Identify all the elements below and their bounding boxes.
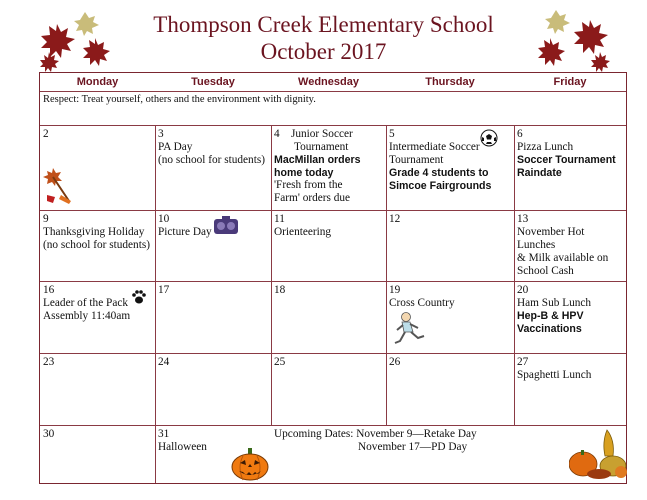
date-number: 31 xyxy=(158,428,170,440)
event-fresh-farm: 'Fresh from the xyxy=(274,179,343,191)
event-orienteering: Orienteering xyxy=(274,226,332,238)
event-thanksgiving: Thanksgiving Holiday xyxy=(43,226,145,238)
date-number: 19 xyxy=(389,284,401,296)
day-header-monday: Monday xyxy=(76,76,119,88)
date-number: 5 xyxy=(389,128,395,140)
day-cell-13 xyxy=(514,210,626,281)
day-cell-26 xyxy=(386,353,514,425)
date-line xyxy=(274,128,383,141)
date-number: 20 xyxy=(517,284,529,296)
day-cell-27 xyxy=(514,353,626,425)
event-pa-day: PA Day xyxy=(158,141,193,153)
day-cell-11 xyxy=(271,210,386,281)
event-fresh-farm-2: Farm' orders due xyxy=(274,192,351,204)
day-cell-10 xyxy=(155,210,271,281)
event-vaccinations: Hep-B & HPV xyxy=(517,310,584,322)
day-cell-2 xyxy=(40,125,155,210)
pumpkin-harvest-icon xyxy=(569,428,627,480)
day-cell-16 xyxy=(40,281,155,353)
day-cell-19 xyxy=(386,281,514,353)
soccer-ball-icon xyxy=(480,129,498,147)
day-cell-3 xyxy=(155,125,271,210)
date-number: 27 xyxy=(517,356,529,368)
event-ham-sub: Ham Sub Lunch xyxy=(517,297,592,309)
day-cell-20 xyxy=(514,281,626,353)
day-cell-17 xyxy=(155,281,271,353)
day-cell-9 xyxy=(40,210,155,281)
event-hot-lunches: November Hot Lunches xyxy=(517,226,585,251)
maple-leaves-right-icon xyxy=(532,8,617,72)
day-header-tuesday: Tuesday xyxy=(191,76,235,88)
event-note: (no school for students) xyxy=(158,154,265,166)
date-number: 13 xyxy=(517,213,529,225)
day-header-thursday: Thursday xyxy=(425,76,475,88)
date-number: 17 xyxy=(158,284,170,296)
date-number: 10 xyxy=(158,213,170,225)
date-number: 12 xyxy=(389,213,401,225)
day-cell-25 xyxy=(271,353,386,425)
date-number: 6 xyxy=(517,128,523,140)
day-cell-24 xyxy=(155,353,271,425)
event-macmillan-2: home today xyxy=(274,166,334,179)
event-soccer-raindate: Soccer Tournament xyxy=(517,154,616,166)
upcoming-retake-day: Upcoming Dates: November 9—Retake Day xyxy=(274,428,477,440)
event-picture-day: Picture Day xyxy=(158,226,212,238)
day-cell-30 xyxy=(40,425,155,483)
event-soccer-raindate-2: Raindate xyxy=(517,166,562,179)
date-number: 9 xyxy=(43,213,49,225)
upcoming-pd-day: November 17—PD Day xyxy=(358,441,468,453)
calendar-header xyxy=(0,0,647,72)
day-cell-23 xyxy=(40,353,155,425)
camera-icon xyxy=(213,215,239,235)
event-tournament: Tournament xyxy=(389,154,444,166)
day-cell-18 xyxy=(271,281,386,353)
event-hot-lunches-3: School Cash xyxy=(517,265,574,277)
jack-o-lantern-icon xyxy=(230,447,270,481)
event-pizza-lunch: Pizza Lunch xyxy=(517,141,574,153)
date-number: 2 xyxy=(43,128,49,140)
date-number: 24 xyxy=(158,356,170,368)
date-number: 25 xyxy=(274,356,286,368)
event-tournament: Tournament xyxy=(294,141,349,153)
event-vaccinations-2: Vaccinations xyxy=(517,322,582,335)
day-cell-5 xyxy=(386,125,514,210)
date-number: 23 xyxy=(43,356,55,368)
calendar-grid xyxy=(39,72,627,484)
date-number: 30 xyxy=(43,428,55,440)
event-spaghetti-lunch: Spaghetti Lunch xyxy=(517,369,592,381)
event-halloween: Halloween xyxy=(158,441,207,453)
event-intermediate-soccer: Intermediate Soccer xyxy=(389,141,480,153)
respect-banner: Respect: Treat yourself, others and the environment with dignity. xyxy=(43,94,316,105)
rake-leaves-icon xyxy=(43,165,73,205)
runner-icon xyxy=(392,311,428,349)
date-number: 3 xyxy=(158,128,164,140)
paw-print-icon xyxy=(131,289,147,305)
day-cell-6 xyxy=(514,125,626,210)
event-leader-of-pack: Leader of the Pack xyxy=(43,297,128,309)
event-junior-soccer: Junior Soccer xyxy=(290,128,353,140)
divider xyxy=(40,91,626,92)
event-assembly-time: Assembly 11:40am xyxy=(43,310,131,322)
day-header-friday: Friday xyxy=(553,76,587,88)
date-number: 18 xyxy=(274,284,286,296)
event-grade4-2: Simcoe Fairgrounds xyxy=(389,179,492,192)
event-note: (no school for students) xyxy=(43,239,150,251)
event-macmillan: MacMillan orders xyxy=(274,154,361,166)
day-cell-12 xyxy=(386,210,514,281)
date-number: 16 xyxy=(43,284,55,296)
event-cross-country: Cross Country xyxy=(389,297,455,309)
event-grade4: Grade 4 students to xyxy=(389,167,489,179)
event-hot-lunches-2: & Milk available on xyxy=(517,252,609,264)
school-title: Thompson Creek Elementary School xyxy=(153,12,494,37)
upcoming-dates xyxy=(271,425,571,483)
day-cell-4 xyxy=(271,125,386,210)
date-number: 11 xyxy=(274,213,285,225)
date-number: 26 xyxy=(389,356,401,368)
date-number: 4 xyxy=(274,128,280,140)
month-title: October 2017 xyxy=(260,39,387,64)
day-header-wednesday: Wednesday xyxy=(298,76,359,88)
